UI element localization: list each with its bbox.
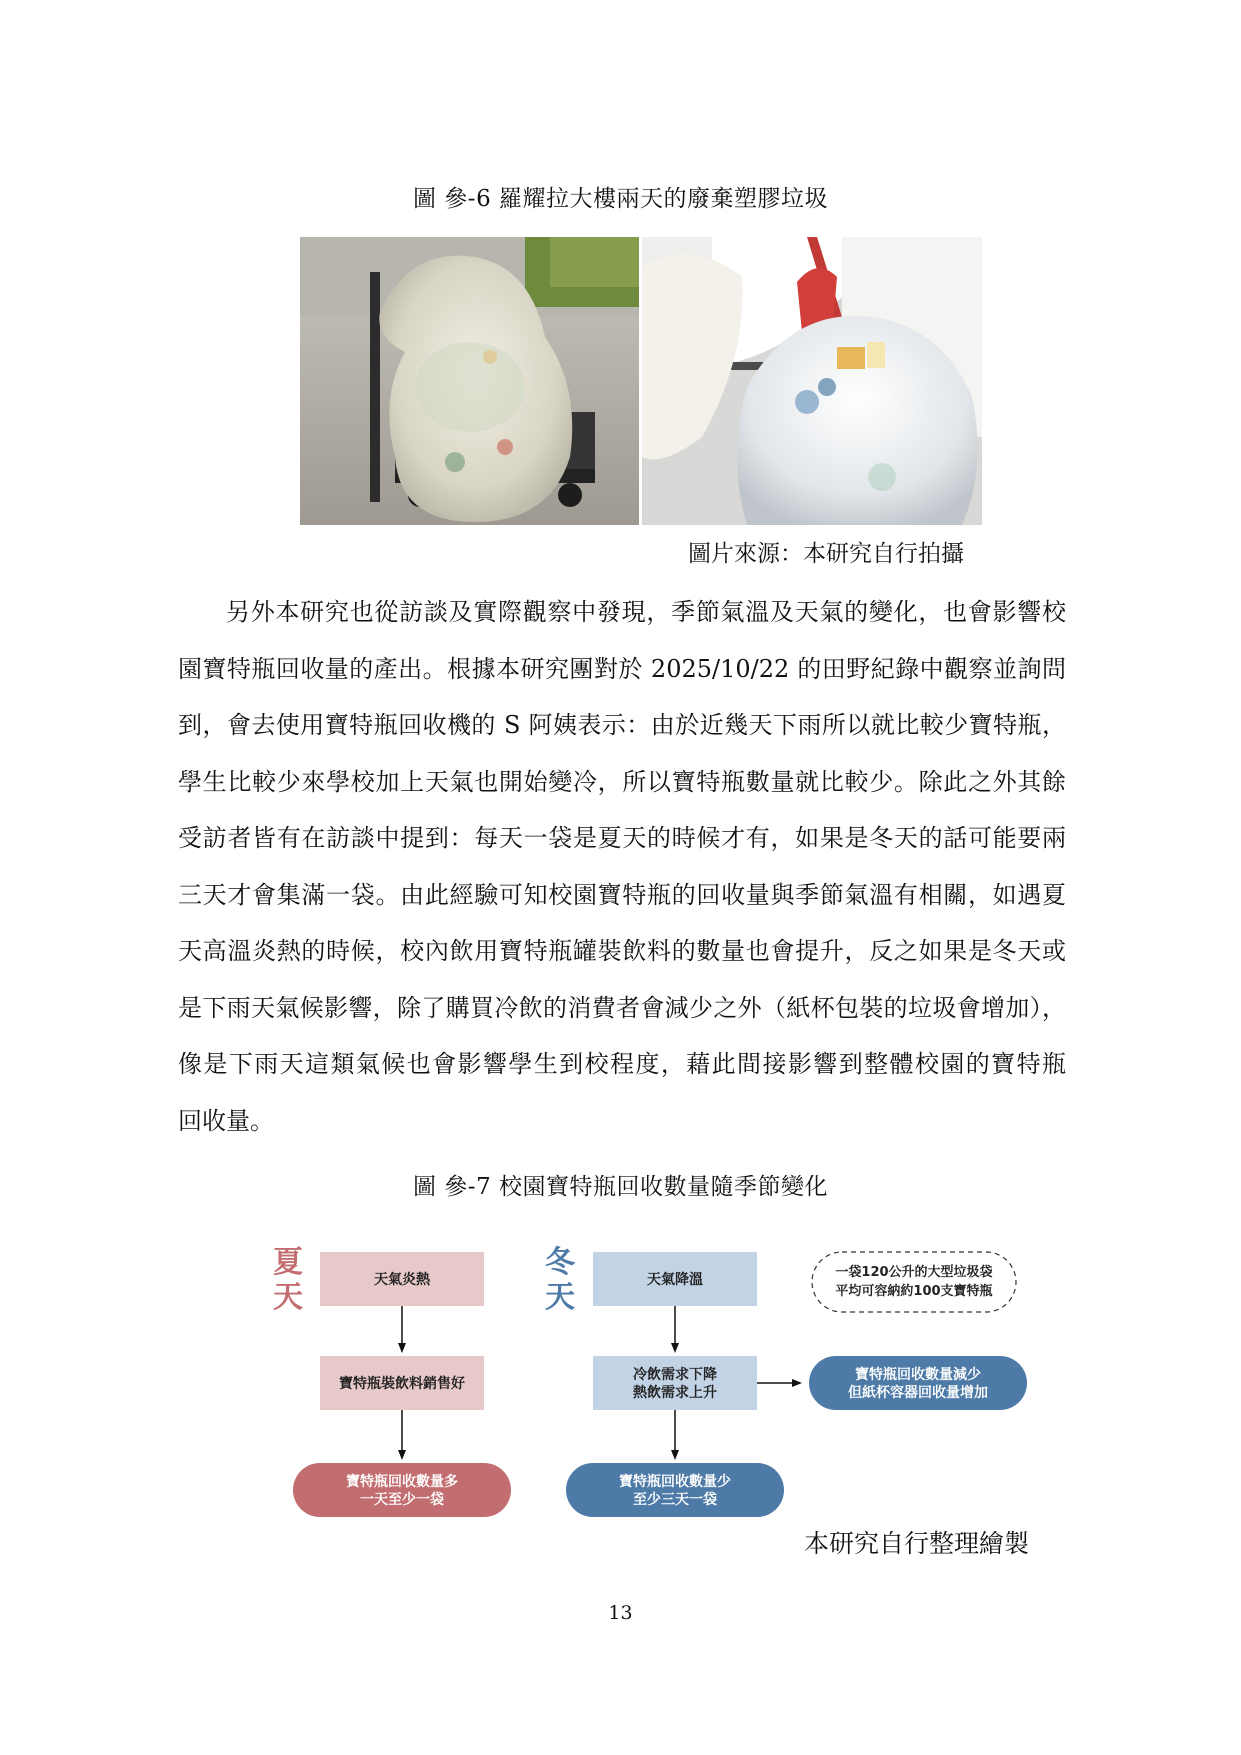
figure-6-caption: 圖 參-6 羅耀拉大樓兩天的廢棄塑膠垃圾 xyxy=(412,186,829,212)
paragraph-line: 園寶特瓶回收量的產出。根據本研究團對於 2025/10/22 的田野紀錄中觀察並詢問 xyxy=(178,654,1066,683)
note-box xyxy=(812,1252,1016,1312)
winter-side-box xyxy=(809,1356,1027,1410)
paragraph-line: 是下雨天氣候影響，除了購買冷飲的消費者會減少之外（紙杯包裝的垃圾會增加）， xyxy=(178,993,1066,1022)
paragraph-line: 三天才會集滿一袋。由此經驗可知校園寶特瓶的回收量與季節氣溫有相關，如遇夏 xyxy=(178,880,1066,909)
summer-result-box xyxy=(293,1463,511,1517)
page-number: 13 xyxy=(608,1602,633,1624)
summer-label-2: 天 xyxy=(273,1280,303,1315)
paragraph-line: 另外本研究也從訪談及實際觀察中發現，季節氣溫及天氣的變化，也會影響校 xyxy=(226,598,1066,626)
paragraph-line: 受訪者皆有在訪談中提到：每天一袋是夏天的時候才有，如果是冬天的話可能要兩 xyxy=(178,824,1066,852)
paragraph-line: 學生比較少來學校加上天氣也開始變冷，所以寶特瓶數量就比較少。除此之外其餘 xyxy=(178,767,1066,796)
note-line-2: 平均可容納約100支寶特瓶 xyxy=(835,1284,993,1299)
winter-step-2-box xyxy=(593,1356,757,1410)
paragraph-line: 天高溫炎熱的時候，校內飲用寶特瓶罐裝飲料的數量也會提升，反之如果是冬天或 xyxy=(178,937,1066,965)
winter-result-line-1: 寶特瓶回收數量少 xyxy=(619,1474,731,1490)
summer-label-1: 夏 xyxy=(273,1245,303,1280)
winter-side-line-2: 但紙杯容器回收量增加 xyxy=(848,1385,988,1401)
paragraph-line: 回收量。 xyxy=(178,1106,274,1135)
figure-7-source: 本研究自行整理繪製 xyxy=(804,1529,1030,1558)
winter-step-1-text: 天氣降溫 xyxy=(647,1272,703,1288)
winter-label-1: 冬 xyxy=(545,1245,575,1280)
winter-step-2-line-2: 熱飲需求上升 xyxy=(633,1385,717,1401)
paragraph-line: 到，會去使用寶特瓶回收機的 S 阿姨表示：由於近幾天下雨所以就比較少寶特瓶， xyxy=(178,711,1066,739)
figure-6-source: 圖片來源：本研究自行拍攝 xyxy=(688,541,964,567)
summer-result-line-1: 寶特瓶回收數量多 xyxy=(346,1474,458,1490)
winter-result-box xyxy=(566,1463,784,1517)
winter-label-2: 天 xyxy=(545,1280,575,1315)
winter-result-line-2: 至少三天一袋 xyxy=(633,1492,717,1508)
summer-result-line-2: 一天至少一袋 xyxy=(360,1492,444,1508)
figure-7-caption: 圖 參-7 校園寶特瓶回收數量隨季節變化 xyxy=(412,1174,829,1200)
paragraph-line: 像是下雨天這類氣候也會影響學生到校程度，藉此間接影響到整體校園的寶特瓶 xyxy=(178,1050,1066,1078)
summer-step-2-text: 寶特瓶裝飲料銷售好 xyxy=(339,1376,465,1392)
winter-side-line-1: 寶特瓶回收數量減少 xyxy=(855,1367,981,1383)
winter-step-2-line-1: 冷飲需求下降 xyxy=(633,1367,717,1383)
summer-step-1-text: 天氣炎熱 xyxy=(374,1272,430,1288)
note-line-1: 一袋120公升的大型垃圾袋 xyxy=(835,1265,993,1280)
